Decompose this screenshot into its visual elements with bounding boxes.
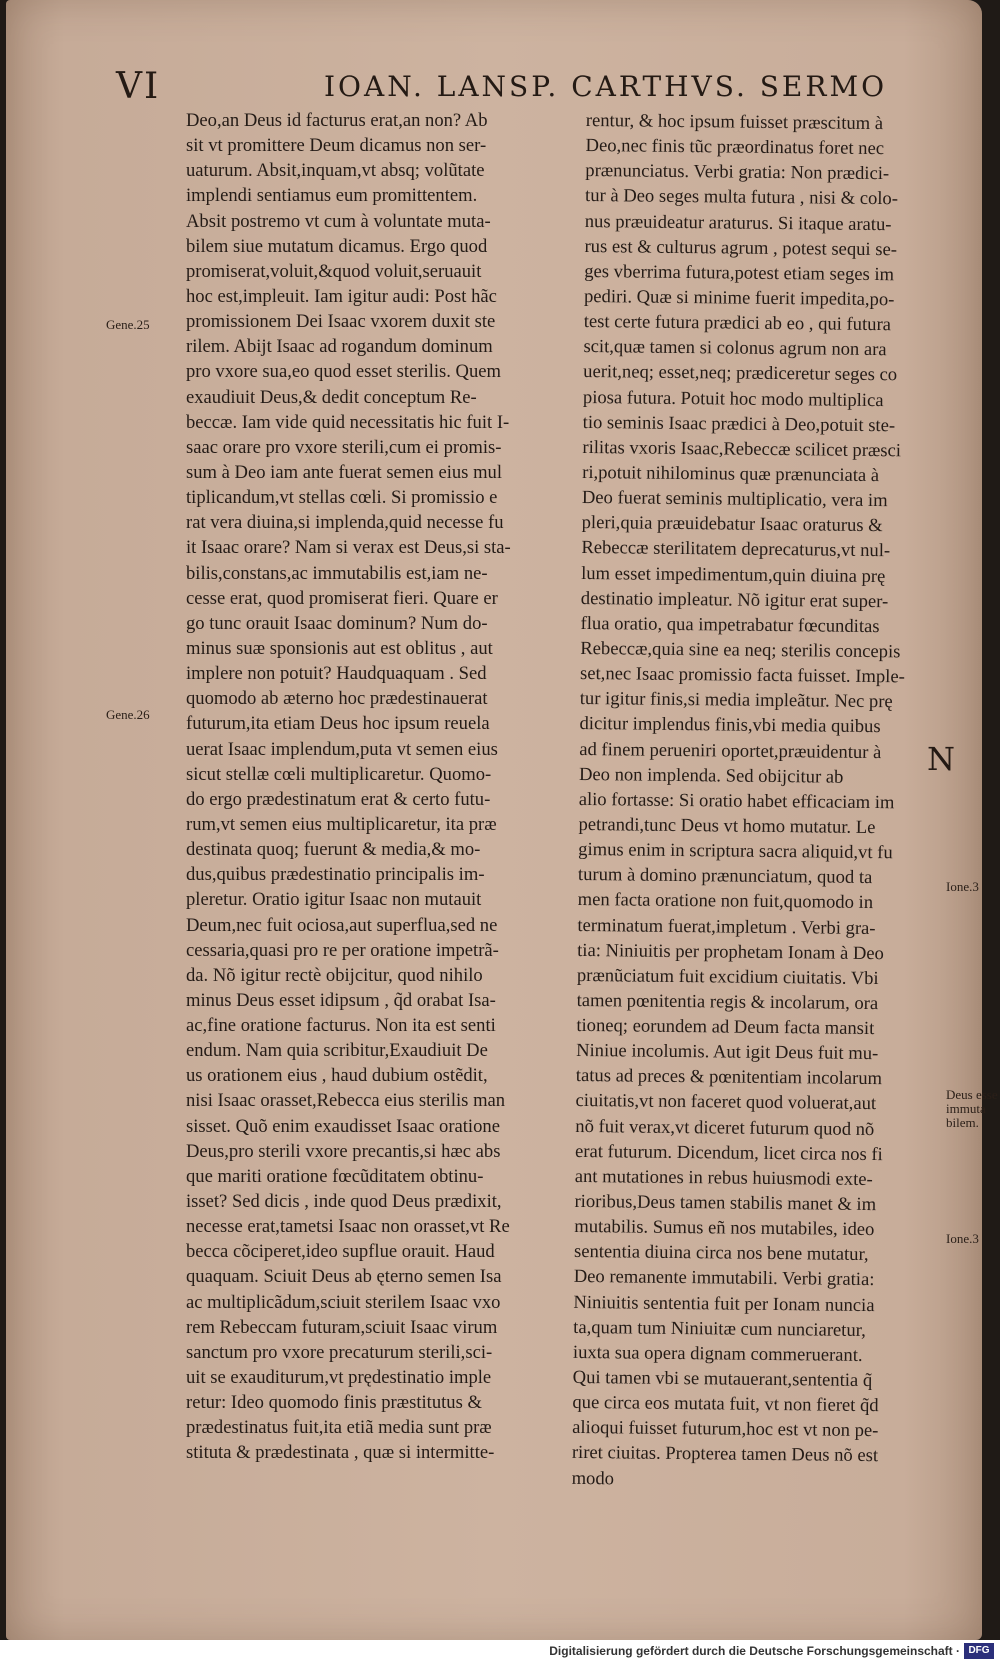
right-column-line: alio fortasse: Si oratio habet efficaciam im [578, 788, 895, 814]
left-column-line: promissionem Dei Isaac vxorem duxit ste [186, 311, 496, 333]
left-column-line: endum. Nam quia scribitur,Exaudiuit De [186, 1040, 488, 1062]
left-column-line: Deus,pro sterili vxore precantis,si hæc abs [186, 1140, 501, 1162]
left-column-line: pro vxore sua,eo quod esset sterilis. Quem [186, 361, 501, 383]
left-column-line: sanctum pro vxore precaturum sterili,sci- [186, 1341, 493, 1363]
margin-note-ione3-first: Ione.3 [946, 879, 979, 894]
right-column-line: tio seminis Isaac prædici à Deo,potuit ste- [582, 411, 896, 436]
right-column-line: nus præuideatur araturus. Si itaque aratu- [584, 210, 892, 235]
right-column-line: mutabilis. Sumus eñ nos mutabiles, ideo [574, 1216, 875, 1241]
folio-number: VI [116, 66, 161, 107]
left-column-line: Deum,nec fuit ociosa,aut superflua,sed ne [186, 914, 498, 936]
margin-note-gene25: Gene.25 [106, 317, 150, 332]
left-column-line: futurum,ita etiam Deus hoc ipsum reuela [186, 713, 490, 735]
left-column-line: go tunc orauit Isaac dominum? Num do- [186, 612, 488, 634]
running-title: IOAN. LANSP. CARTHVS. SERMO [324, 70, 888, 103]
right-column-line: tia: Niniuitis per prophetam Ionam à Deo [577, 939, 884, 964]
left-column-line: uit se exauditurum,vt prędestinatio imple [186, 1367, 492, 1389]
left-column-line: bilis,constans,ac immutabilis est,iam ne- [186, 562, 488, 584]
left-column-line: implere non potuit? Haudquaquam . Sed [186, 663, 487, 685]
dfg-logo: DFG [964, 1643, 994, 1659]
left-column-line: rilem. Abijt Isaac ad rogandum dominum [186, 336, 493, 358]
right-column-line: rus est & culturus agrum , potest sequi se- [584, 235, 898, 260]
left-column-line: cesse erat, quod promiserat fieri. Quare er [186, 587, 498, 609]
right-column-line: tioneq; eorundem ad Deum facta mansit [576, 1015, 875, 1040]
section-letter: N [927, 740, 955, 778]
right-column-line: riret ciuitas. Propterea tamen Deus nõ est [571, 1442, 879, 1467]
right-column-line: Niniue incolumis. Aut igit Deus fuit mu- [576, 1040, 879, 1065]
margin-note-deus-immutabilis [946, 1088, 998, 1130]
left-column-line: quaquam. Sciuit Deus ab ęterno semen Isa [186, 1266, 502, 1288]
left-column-line: saac orare pro vxore sterili,cum ei promis- [186, 436, 502, 458]
right-column-line: lum esset impedimentum,quin diuina prę [581, 562, 886, 587]
right-column-line: men facta oratione non fuit,quomodo in [577, 889, 874, 914]
right-column-line: ciuitatis,vt non faceret quod voluerat,aut [575, 1090, 877, 1115]
left-column-line: beccæ. Iam vide quid necessitatis hic fuit I- [186, 411, 510, 433]
right-column-line: Deo non implenda. Sed obijcitur ab [578, 763, 844, 788]
left-column-line: sicut stellæ cœli multiplicaretur. Quomo- [186, 763, 492, 785]
left-column-line: tiplicandum,vt stellas cœli. Si promissio e [186, 487, 498, 509]
left-column-line: prædestinatus fuit,ita etiã media sunt præ [186, 1417, 492, 1439]
left-column-line: hoc est,impleuit. Iam igitur audi: Post hãc [186, 285, 497, 307]
right-column-line: modo [571, 1467, 615, 1489]
left-column-line: necesse erat,tametsi Isaac non orasset,vt Re [186, 1216, 510, 1238]
right-column-line: que circa eos mutata fuit, vt non fieret q̃d [572, 1392, 879, 1417]
right-column-line: Deo remanente immutabili. Verbi gratia: [573, 1266, 875, 1291]
left-column-line: rat vera diuina,si implenda,quid necesse fu [186, 512, 504, 534]
right-column-line: rentur, & hoc ipsum fuisset præscitum à [585, 109, 884, 135]
right-column-line: destinatio impleatur. Nõ igitur erat super- [580, 587, 889, 612]
left-column-line: destinata quoq; fuerunt & media,& mo- [186, 839, 481, 861]
right-column-line: tatus ad preces & pœnitentiam incolarum [575, 1065, 883, 1090]
left-column-line: isset? Sed dicis , inde quod Deus prædixit, [186, 1191, 502, 1213]
left-column-line: rum,vt semen eius multiplicaretur, ita præ [186, 813, 497, 835]
right-column-line: tur à Deo seges multa futura , nisi & colo- [584, 185, 899, 210]
right-text-column [572, 108, 946, 1494]
right-column-line: petrandi,tunc Deus vt homo mutatur. Le [578, 813, 876, 839]
right-column-line: dicitur implendus finis,vbi media quibus [579, 713, 881, 738]
left-column-line: Absit postremo vt cum à voluntate muta- [186, 210, 491, 232]
footer-bar [0, 1640, 1000, 1664]
right-column-line: ges vberrima futura,potest etiam seges im [584, 260, 895, 286]
right-column-line: uerit,neq; esset,neq; prædiceretur seges co [583, 361, 898, 386]
right-column-line: pleri,quia præuidebatur Isaac oraturus & [581, 512, 883, 537]
right-column-line: tamen pœnitentia regis & incolarum, ora [576, 989, 879, 1015]
right-column-line: ri,potuit nihilominus quæ prænunciata à [582, 461, 880, 487]
left-column-line: bilem siue mutatum dicamus. Ergo quod [186, 235, 488, 257]
right-column-line: prænunciatus. Verbi gratia: Non prædici- [585, 160, 890, 185]
margin-note-ione3-second: Ione.3 [946, 1231, 979, 1246]
left-column-line: pleretur. Oratio igitur Isaac non mutauit [186, 889, 482, 911]
right-column-line: alioqui fuisset futurum,hoc est vt non pe- [572, 1417, 879, 1442]
right-column-line: ant mutationes in rebus huiusmodi exte- [574, 1165, 873, 1190]
right-column-line: Deo fuerat seminis multiplicatio, vera im [581, 487, 888, 512]
left-column-line: minus suæ sponsionis aut est oblitus , aut [186, 637, 493, 659]
right-column-line: terminatum fuerat,impletum . Verbi gra- [577, 914, 876, 939]
right-column-line: scit,quæ tamen si colonus agrum non ara [583, 336, 887, 361]
funding-credit: Digitalisierung gefördert durch die Deutsche Forschungsgemeinschaft · [549, 1644, 960, 1658]
left-column-line: ac,fine oratione facturus. Non ita est senti [186, 1015, 496, 1037]
left-column-line: do ergo prædestinatum erat & certo futu- [186, 788, 491, 810]
right-column-line: nõ fuit verax,vt diceret futurum quod nõ [575, 1115, 875, 1140]
right-column-line: prænũciatum fuit excidium ciuitatis. Vbi [576, 964, 879, 989]
right-column-line: Niniuitis sententia fuit per Ionam nuncia [573, 1291, 875, 1316]
left-column-line: it Isaac orare? Nam si verax est Deus,si sta- [186, 537, 511, 559]
left-column-line: nisi Isaac orasset,Rebecca eius sterilis man [186, 1090, 506, 1112]
right-column-line: iuxta sua opera dignam commeruerant. [572, 1341, 863, 1366]
right-column-line: set,nec Isaac promissio facta fuisset. Imple- [579, 663, 905, 688]
right-column-line: Qui tamen vbi se mutauerant,sententia q̃ [572, 1366, 873, 1392]
right-column-line: ta,quam tum Niniuitæ cum nunciaretur, [573, 1316, 866, 1341]
margin-note-line: Deus esse [946, 1087, 998, 1102]
left-column-line: minus Deus esset idipsum , q̃d orabat Isa- [186, 989, 496, 1011]
right-column-line: pediri. Quæ si minime fuerit impedita,po- [583, 285, 895, 311]
left-column-line: sum à Deo iam ante fuerat semen eius mul [186, 461, 502, 483]
left-text-column [186, 108, 556, 1466]
left-column-line: da. Nõ igitur rectè obijcitur, quod nihilo [186, 964, 483, 986]
right-column-line: test certe futura prædici ab eo , qui futura [583, 311, 892, 336]
right-column-line: rilitas vxoris Isaac,Rebeccæ scilicet præsci [582, 436, 902, 462]
right-column-line: sententia diuina circa nos bene mutatur, [573, 1241, 869, 1266]
right-column-line: ad finem perueniri oportet,præuidentur à [579, 738, 882, 763]
left-column-line: cessaria,quasi pro re per oratione impetrã- [186, 939, 499, 961]
right-column-line: gimus enim in scriptura sacra aliquid,vt fu [578, 839, 893, 864]
left-column-line: sit vt promittere Deum dicamus non ser- [186, 135, 487, 157]
left-column-line: rem Rebeccam futuram,sciuit Isaac virum [186, 1316, 498, 1338]
right-column-line: piosa futura. Potuit hoc modo multiplica [582, 386, 884, 411]
right-column-line: rioribus,Deus tamen stabilis manet & im [574, 1190, 877, 1216]
right-column-line: tur igitur finis,si media impleãtur. Nec prę [579, 688, 893, 713]
left-column-line: promiserat,voluit,&quod voluit,seruauit [186, 260, 482, 282]
book-page [6, 0, 998, 1640]
left-column-line: ac multiplicãdum,sciuit sterilem Isaac vxo [186, 1291, 501, 1313]
left-column-line: uaturum. Absit,inquam,vt absq; volũtate [186, 160, 485, 182]
margin-note-gene26: Gene.26 [106, 707, 150, 722]
right-column-line: Rebeccæ sterilitatem deprecaturus,vt nul- [581, 537, 891, 562]
left-column-line: implendi sentiamus eum promittentem. [186, 185, 478, 207]
left-column-line: que mariti oratione fœcũditatem obtinu- [186, 1165, 484, 1187]
left-column-line: becca cõciperet,ideo supflue orauit. Haud [186, 1241, 495, 1263]
left-column-line: stituta & prædestinata , quæ si intermitte- [186, 1442, 495, 1464]
left-column-line: Deo,an Deus id facturus erat,an non? Ab [186, 110, 488, 131]
margin-note-line: bilem. [946, 1115, 979, 1130]
left-column-line: quomodo ab æterno hoc prædestinauerat [186, 688, 488, 710]
right-column-line: Deo,nec finis tũc præordinatus foret nec [585, 135, 885, 160]
left-column-line: uerat Isaac implendum,puta vt semen eius [186, 738, 498, 760]
left-column-line: retur: Ideo quomodo finis præstitutus & [186, 1392, 482, 1414]
left-column-line: dus,quibus prædestinatio principalis im- [186, 864, 485, 886]
right-column-line: turum à domino prænunciatum, quod ta [577, 864, 873, 889]
margin-note-line: immuta [946, 1101, 986, 1116]
left-column-line: us orationem eius , haud dubium ostẽdit, [186, 1065, 488, 1087]
left-column-line: sisset. Quõ enim exaudisset Isaac oratione [186, 1115, 500, 1137]
right-column-line: Rebeccæ,quia sine ea neq; sterilis concepis [580, 637, 901, 663]
left-column-line: exaudiuit Deus,& dedit conceptum Re- [186, 386, 477, 408]
right-column-line: erat futurum. Dicendum, licet circa nos fi [574, 1140, 883, 1165]
right-column-line: flua oratio, qua impetrabatur fœcunditas [580, 612, 880, 637]
